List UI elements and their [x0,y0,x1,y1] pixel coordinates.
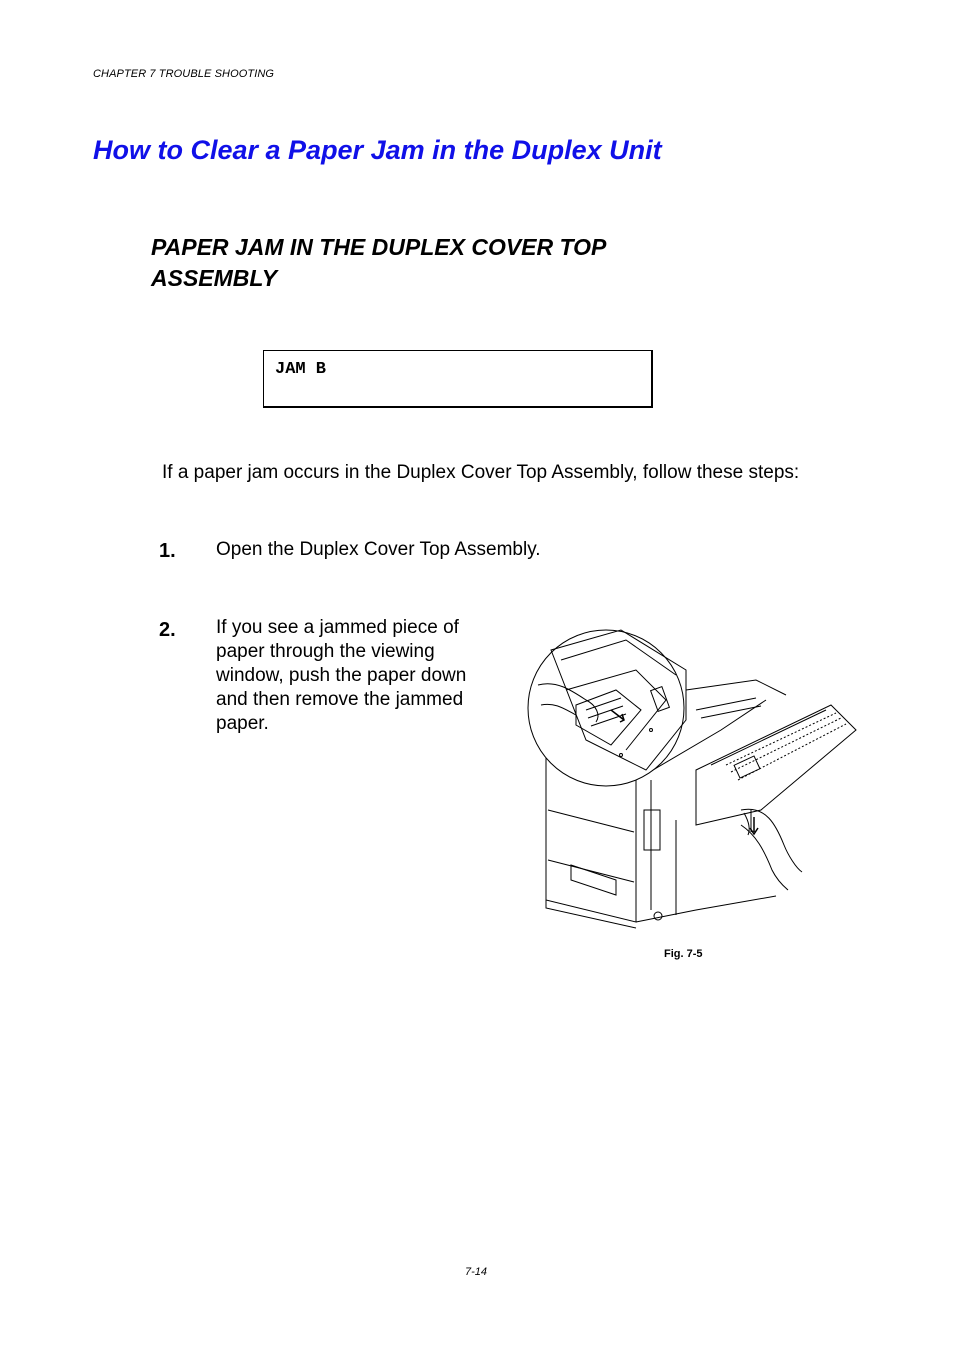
lcd-message: JAM B [275,360,327,379]
section-title: PAPER JAM IN THE DUPLEX COVER TOP ASSEMBLY [151,234,606,291]
lcd-display [263,350,653,408]
page-title: How to Clear a Paper Jam in the Duplex Unit [93,135,662,165]
step-1-text: Open the Duplex Cover Top Assembly. [216,539,541,560]
step-2-number: 2. [159,619,176,641]
chapter-header: CHAPTER 7 TROUBLE SHOOTING [93,68,275,80]
step-2-text: If you see a jammed piece of paper through the viewing window, push the paper down and then remove the jammed paper. [216,617,467,734]
figure-caption: Fig. 7-5 [664,948,703,960]
intro-paragraph: If a paper jam occurs in the Duplex Cover Top Assembly, follow these steps: [162,462,800,483]
printer-duplex-jam-illustration [526,610,858,930]
step-1-number: 1. [159,540,176,562]
page-number: 7-14 [465,1266,488,1278]
